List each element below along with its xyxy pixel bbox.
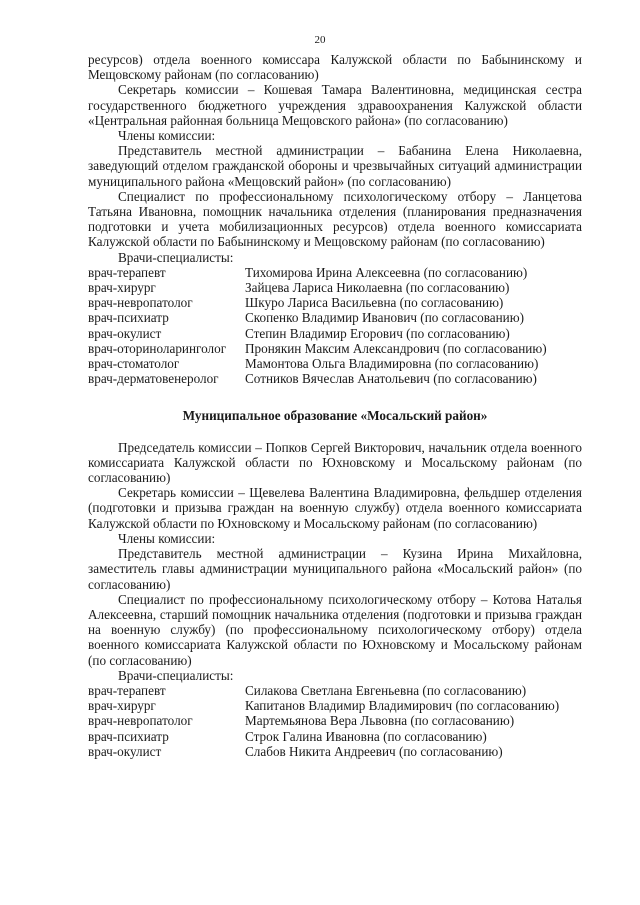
doctors-label: Врачи-специалисты: xyxy=(118,249,234,265)
doctors-list xyxy=(88,265,582,387)
paragraph-admin-representative: Представитель местной администрации – Бабанина Елена Николаевна, заведующий отделом гражданской обороны и чрезвычайных ситуаций администрации муниципального района «Мещовский район» (по согласованию) xyxy=(88,143,582,189)
doctor-specialty: врач-терапевт xyxy=(88,682,166,698)
paragraph-psych-specialist: Специалист по профессиональному психологическому отбору – Котова Наталья Алексеевна, старший помощник начальника отделения (подготовки и призыва граждан на военную службу) (по профессиональному психологическому отбору) отдела военного комиссариата Калужской области по Юхновскому и Мосальскому районам (по согласованию) xyxy=(88,591,582,668)
doctor-name: Степин Владимир Егорович (по согласованию) xyxy=(245,325,510,341)
doctors-list xyxy=(88,683,582,759)
paragraph-secretary: Секретарь комиссии – Щевелева Валентина Владимировна, фельдшер отделения (подготовки и призыва граждан на военную службу) отдела военного комиссариата Калужской области по Юхновскому и Мосальскому районам (по согласованию) xyxy=(88,485,582,531)
doctor-name: Силакова Светлана Евгеньевна (по согласованию) xyxy=(245,682,527,698)
members-label: Члены комиссии: xyxy=(118,530,216,546)
section-mosalsky xyxy=(88,440,582,759)
doctor-row xyxy=(88,310,582,325)
document-body xyxy=(88,52,582,759)
doctor-row xyxy=(88,280,582,295)
doctor-row xyxy=(88,265,582,280)
doctor-specialty: врач-дерматовенеролог xyxy=(88,371,219,387)
doctor-row xyxy=(88,295,582,310)
doctor-row xyxy=(88,683,582,698)
doctor-name: Мамонтова Ольга Владимировна (по согласованию) xyxy=(245,356,539,372)
doctor-specialty: врач-хирург xyxy=(88,698,156,714)
members-label: Члены комиссии: xyxy=(118,128,216,144)
doctor-specialty: врач-оториноларинголог xyxy=(88,340,227,356)
page-number: 20 xyxy=(314,34,326,46)
doctor-name: Тихомирова Ирина Алексеевна (по согласованию) xyxy=(245,264,528,280)
paragraph-secretary: Секретарь комиссии – Кошевая Тамара Валентиновна, медицинская сестра государственного бюджетного учреждения здравоохранения Калужской области «Центральная районная больница Мещовского района» (по согласованию) xyxy=(88,82,582,128)
doctor-name: Пронякин Максим Александрович (по согласованию) xyxy=(245,340,547,356)
doctor-specialty: врач-окулист xyxy=(88,743,162,759)
doctor-specialty: врач-психиатр xyxy=(88,728,169,744)
doctor-name: Скопенко Владимир Иванович (по согласованию) xyxy=(245,310,524,326)
doctor-row xyxy=(88,713,582,728)
doctor-specialty: врач-невропатолог xyxy=(88,295,193,311)
doctor-specialty: врач-невропатолог xyxy=(88,713,193,729)
doctor-row xyxy=(88,341,582,356)
doctor-name: Шкуро Лариса Васильевна (по согласованию) xyxy=(245,295,504,311)
doctor-name: Сотников Вячеслав Анатольевич (по согласованию) xyxy=(245,371,537,387)
doctor-name: Мартемьянова Вера Львовна (по согласованию) xyxy=(245,713,515,729)
doctors-label: Врачи-специалисты: xyxy=(118,667,234,683)
doctor-specialty: врач-стоматолог xyxy=(88,356,180,372)
doctor-name: Капитанов Владимир Владимирович (по согласованию) xyxy=(245,698,560,714)
doctor-name: Строк Галина Ивановна (по согласованию) xyxy=(245,728,487,744)
doctor-specialty: врач-психиатр xyxy=(88,310,169,326)
paragraph-continuation: ресурсов) отдела военного комиссара Калужской области по Бабынинскому и Мещовскому районам (по согласованию) xyxy=(88,52,582,83)
doctor-specialty: врач-хирург xyxy=(88,280,156,296)
paragraph-admin-representative: Представитель местной администрации – Кузина Ирина Михайловна, заместитель главы администрации муниципального района «Мосальский район» (по согласованию) xyxy=(88,546,582,592)
doctor-name: Зайцева Лариса Николаевна (по согласованию) xyxy=(245,280,510,296)
doctor-row xyxy=(88,729,582,744)
doctor-row xyxy=(88,356,582,371)
doctor-specialty: врач-терапевт xyxy=(88,264,166,280)
doctor-name: Слабов Никита Андреевич (по согласованию) xyxy=(245,743,503,759)
section-heading: Муниципальное образование «Мосальский район» xyxy=(182,408,488,424)
doctor-row xyxy=(88,744,582,759)
paragraph-psych-specialist: Специалист по профессиональному психологическому отбору – Ланцетова Татьяна Ивановна, помощник начальника отделения (планирования предназначения подготовки и учета мобилизационных ресурсов) отдела военного комиссариата Калужской области по Бабынинскому и Мещовскому районам (по согласованию) xyxy=(88,188,582,250)
section-meshchovsky xyxy=(88,52,582,386)
paragraph-chairman: Председатель комиссии – Попков Сергей Викторович, начальник отдела военного комиссариата Калужской области по Юхновскому и Мосальскому районам (по согласованию) xyxy=(88,439,582,486)
doctor-row xyxy=(88,371,582,386)
doctor-row xyxy=(88,698,582,713)
doctor-row xyxy=(88,326,582,341)
doctor-specialty: врач-окулист xyxy=(88,325,162,341)
